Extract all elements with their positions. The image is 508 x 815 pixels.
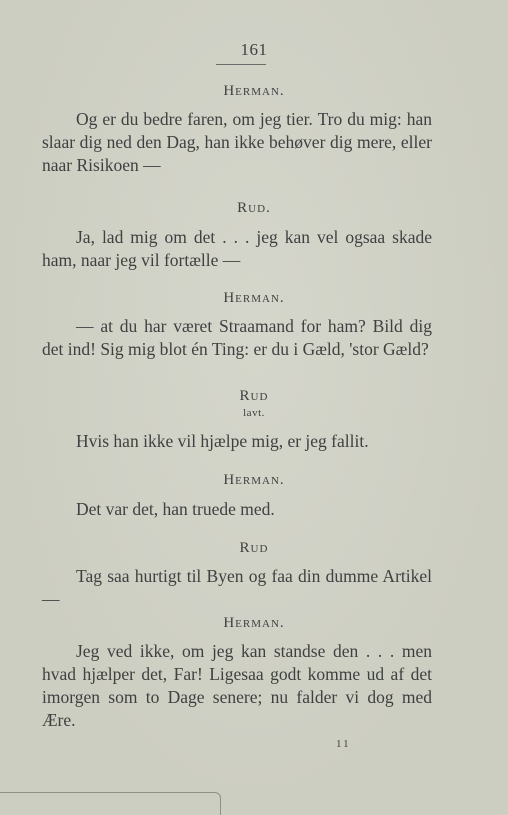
page-number-rule <box>216 64 266 65</box>
speech-herman-1: Og er du bedre faren, om jeg tier. Tro du mig: han slaar dig ned den Dag, han ikke behøver dig mere, eller naar Risikoen — <box>42 109 432 175</box>
speaker-herman: Herman. <box>223 83 285 99</box>
speaker-herman: Herman. <box>223 472 285 488</box>
speech-herman-4: Jeg ved ikke, om jeg kan standse den . . . men hvad hjælper det, Far! Ligesaa godt komme ud af det imorgen som to Dage senere; nu falder vi dog med Ære. <box>42 641 432 730</box>
speech-rud-2: Hvis han ikke vil hjælpe mig, er jeg fallit. <box>76 431 369 451</box>
speaker-herman: Herman. <box>223 290 285 306</box>
speech-herman-2: — at du har været Straamand for ham? Bild dig det ind! Sig mig blot én Ting: er du i Gæld, 'stor Gæld? <box>42 316 432 359</box>
page-number: 161 <box>240 40 268 59</box>
speaker-herman: Herman. <box>223 615 285 631</box>
speaker-rud: Rud <box>239 388 269 404</box>
speaker-rud: Rud. <box>237 200 271 216</box>
speech-herman-3: Det var det, han truede med. <box>76 499 275 519</box>
page-edge-mark <box>0 792 221 815</box>
speech-rud-3: Tag saa hurtigt til Byen og faa din dumme Artikel — <box>42 566 432 609</box>
speech-rud-1: Ja, lad mig om det . . . jeg kan vel ogsaa skade ham, naar jeg vil fortælle — <box>42 227 432 270</box>
stage-direction: lavt. <box>243 407 265 419</box>
speaker-rud: Rud <box>239 540 269 556</box>
printer-signature: 11 <box>336 738 351 750</box>
